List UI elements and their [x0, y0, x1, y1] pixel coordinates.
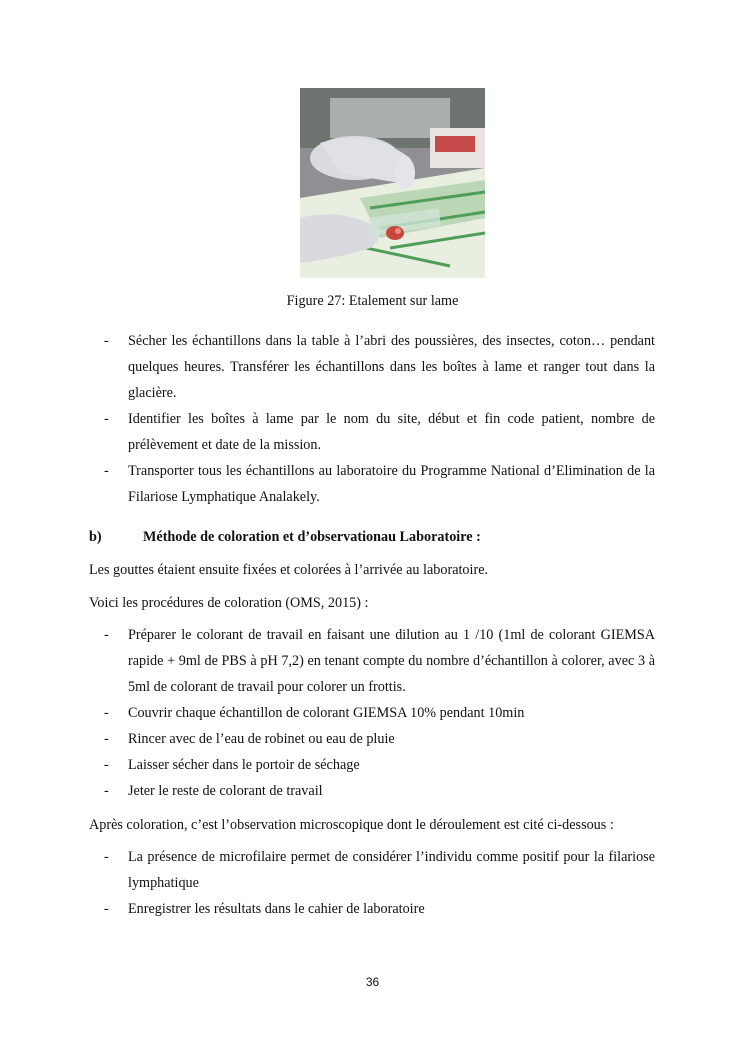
paragraph-fixation: Les gouttes étaient ensuite fixées et colorées à l’arrivée au laboratoire. — [89, 562, 489, 578]
paragraph-procedures-intro: Voici les procédures de coloration (OMS, 2015) : — [89, 595, 369, 611]
figure-photo — [300, 88, 485, 278]
list-item — [104, 752, 655, 778]
list-item — [104, 726, 655, 752]
list-item — [104, 844, 655, 896]
list-item-text: Couvrir chaque échantillon de colorant GIEMSA 10% pendant 10min — [128, 705, 525, 721]
list-item-text: Enregistrer les résultats dans le cahier de laboratoire — [128, 901, 425, 917]
smear-photo-illustration — [300, 88, 485, 278]
list-item — [104, 458, 655, 510]
bullet-dash: - — [104, 757, 109, 773]
list-item-text: Sécher les échantillons dans la table à l’abri des poussières, des insectes, coton… pendant quelques heures. Transférer les échantillons dans les boîtes à lame et ranger tout dans la glacière. — [128, 333, 655, 401]
list-item — [104, 896, 655, 922]
list-item-text: Identifier les boîtes à lame par le nom du site, début et fin code patient, nombre de prélèvement et date de la mission. — [128, 411, 655, 453]
coloration-steps-list — [104, 622, 655, 804]
list-item-text: Jeter le reste de colorant de travail — [128, 783, 323, 799]
bullet-dash: - — [104, 411, 109, 427]
bullet-dash: - — [104, 627, 109, 643]
list-item — [104, 622, 655, 700]
bullet-dash: - — [104, 901, 109, 917]
list-item — [104, 328, 655, 406]
figure-caption: Figure 27: Etalement sur lame — [286, 293, 459, 309]
list-item-text: Laisser sécher dans le portoir de séchage — [128, 757, 360, 773]
page-number: 36 — [365, 975, 380, 989]
bullet-dash: - — [104, 705, 109, 721]
list-item — [104, 406, 655, 458]
section-heading — [89, 524, 481, 550]
observation-steps-list — [104, 844, 655, 922]
section-number: b) — [89, 529, 102, 545]
bullet-dash: - — [104, 463, 109, 479]
list-item-text: La présence de microfilaire permet de considérer l’individu comme positif pour la filariose lymphatique — [128, 849, 655, 891]
bullet-dash: - — [104, 731, 109, 747]
list-item — [104, 778, 655, 804]
bullet-dash: - — [104, 783, 109, 799]
section-title: Méthode de coloration et d’observationau Laboratoire : — [143, 529, 481, 545]
list-item — [104, 700, 655, 726]
bullet-dash: - — [104, 333, 109, 349]
list-item-text: Préparer le colorant de travail en faisant une dilution au 1 /10 (1ml de colorant GIEMSA rapide + 9ml de PBS à pH 7,2) en tenant compte du nombre d’échantillon à colorer, avec 3 à 5ml de colorant de travail pour colorer un frottis. — [128, 627, 655, 695]
list-item-text: Transporter tous les échantillons au laboratoire du Programme National d’Elimination de la Filariose Lymphatique Analakely. — [128, 463, 655, 505]
paragraph-observation-intro: Après coloration, c’est l’observation microscopique dont le déroulement est cité ci-dessous : — [89, 817, 614, 833]
bullet-dash: - — [104, 849, 109, 865]
list-item-text: Rincer avec de l’eau de robinet ou eau de pluie — [128, 731, 395, 747]
storage-steps-list — [104, 328, 655, 510]
